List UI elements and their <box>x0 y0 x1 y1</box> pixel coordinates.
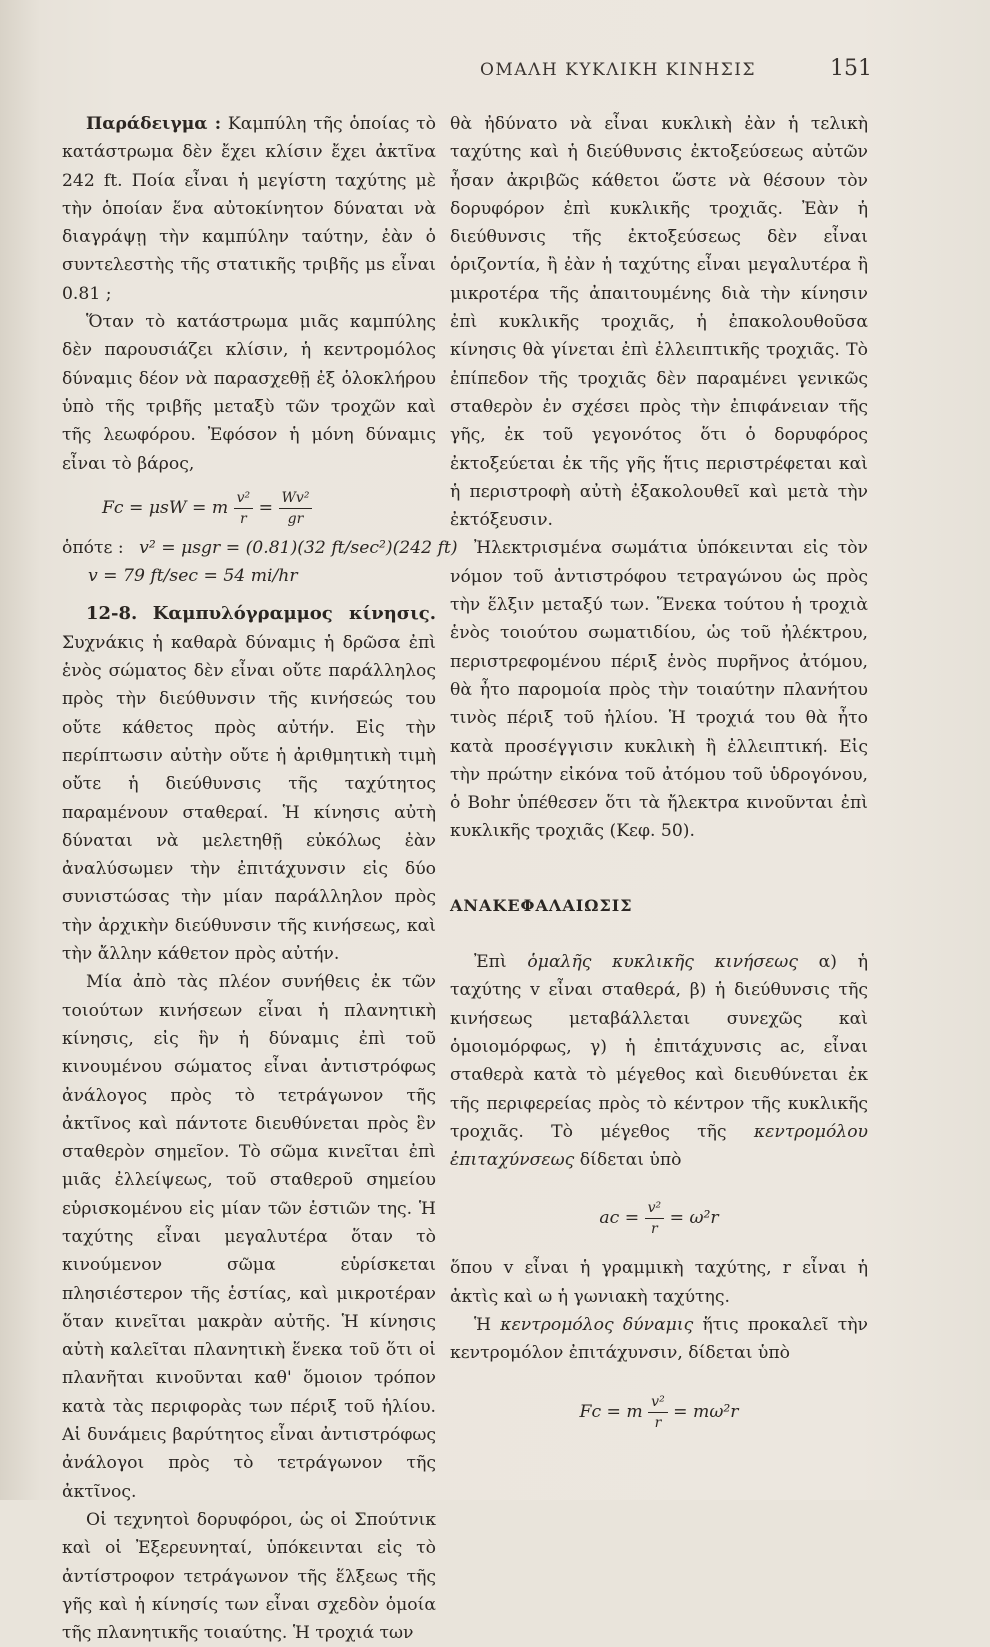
summary-text-b: α) ἡ ταχύτης v εἶναι σταθερά, β) ἡ διεύθυνσις τῆς κινήσεως μεταβάλλεται συνεχῶς καὶ ὁμοιομόρφως, γ) ἡ ἐπιτάχυνσις ac, εἶναι σταθερὰ κατὰ τὸ μέγεθος καὶ διευθύνεται ἐκ τῆς περιφερείας πρὸς τὸ κέντρον τῆς κυκλικῆς τροχιᾶς. Τὸ μέγεθος τῆς <box>450 952 868 1142</box>
fraction-numerator: v² <box>645 1198 665 1219</box>
page-number: 151 <box>830 56 872 81</box>
running-head: ΟΜΑΛΗ ΚΥΚΛΙΚΗ ΚΙΝΗΣΙΣ <box>480 60 757 80</box>
formula-centripetal-acceleration <box>450 1182 868 1246</box>
equation-friction-force <box>62 478 436 534</box>
right-column <box>450 110 868 1448</box>
summary-p3-text-b: ἥτις προκαλεῖ τὴν κεντρομόλον ἐπιτάχυνσιν, δίδεται ὑπὸ <box>450 1314 868 1364</box>
summary-text-a: Ἐπὶ <box>474 952 528 973</box>
summary-heading: ΑΝΑΚΕΦΑΛΑΙΩΣΙΣ <box>450 895 633 915</box>
fraction-numerator: v² <box>234 488 254 509</box>
summary-p3-text-a: Ἡ <box>474 1314 501 1335</box>
example-paragraph <box>62 110 436 308</box>
section-heading-paragraph <box>62 600 436 968</box>
summary-text-c: δίδεται ὑπὸ <box>574 1150 682 1171</box>
page-header <box>440 56 880 86</box>
paragraph-satellites: Οἱ τεχνητοὶ δορυφόροι, ὡς οἱ Σπούτνικ καὶ οἱ Ἐξερευνηταί, ὑπόκεινται εἰς τὸ ἀντίστροφον τετράγωνον τῆς ἕλξεως τῆς γῆς καὶ ἡ κίνησίς των εἶναι σχεδὸν ὁμοία τῆς πλανητικῆς τοιαύτης. Ἡ τροχιά των <box>62 1509 436 1644</box>
paragraph-charged-particles: Ἠλεκτρισμένα σωμάτια ὑπόκεινται εἰς τὸν νόμον τοῦ ἀντιστρόφου τετραγώνου ὡς πρὸς τὴν ἕλξιν μεταξύ των. Ἕνεκα τούτου ἡ τροχιὰ ἑνὸς τοιούτου σωματιδίου, ὡς τοῦ ἠλέκτρου, περιστρεφομένου πέριξ ἑνὸς πυρῆνος ἀτόμου, θὰ ἦτο παρομοία πρὸς τὴν τοιαύτην πλανήτου τινὸς πέριξ τοῦ ἡλίου. Ἡ τροχιά του θὰ ἦτο κατὰ προσέγγισιν κυκλικὴ ἢ ἐλλειπτική. Εἰς τὴν πρώτην εἰκόνα τοῦ ἀτόμου τοῦ ὑδρογόνου, ὁ Bohr ὑπέθεσεν ὅτι τὰ ἤλεκτρα κινοῦνται ἐπὶ κυκλικῆς τροχιᾶς (Κεφ. 50). <box>450 538 868 842</box>
example-label: Παράδειγμα : <box>86 114 222 134</box>
equation-1-fraction-2 <box>279 488 313 529</box>
fraction-denominator: r <box>654 1414 662 1431</box>
formula-2-fraction <box>648 1392 668 1433</box>
left-column <box>62 110 458 1647</box>
formula-1-fraction <box>645 1198 665 1239</box>
summary-term-centripetal-force: κεντρομόλος δύναμις <box>500 1314 694 1335</box>
fraction-denominator: gr <box>287 510 304 527</box>
fraction-numerator: Wv² <box>279 488 313 509</box>
section-text: Συχνάκις ἡ καθαρὰ δύναμις ἡ δρῶσα ἐπὶ ἑνὸς σώματος δὲν εἶναι οὔτε παράλληλος πρὸς τὴν διεύθυνσιν τῆς κινήσεώς του οὔτε κάθετος πρὸς αὐτήν. Εἰς τὴν περίπτωσιν αὐτὴν οὔτε ἡ ἀριθμητικὴ τιμὴ οὔτε ἡ διεύθυνσις τῆς ταχύτητος παραμένουν σταθεραί. Ἡ κίνησις αὐτὴ δύναται νὰ μελετηθῇ εὐκόλως ἐὰν ἀναλύσωμεν τὴν ἐπιτάχυνσιν εἰς δύο συνιστώσας τὴν μίαν παράλληλον πρὸς τὴν ἀρχικὴν διεύθυνσιν τῆς κινήσεως, καὶ τὴν ἄλλην κάθετον πρὸς αὐτήν. <box>62 632 436 965</box>
summary-term-centripetal-acceleration: κεντρομόλου ἐπιταχύνσεως <box>450 1121 868 1171</box>
formula-1-left: ac = <box>599 1208 645 1229</box>
formula-1-right: = ω²r <box>669 1208 719 1229</box>
paragraph-unbanked-curve: Ὅταν τὸ κατάστρωμα μιᾶς καμπύλης δὲν παρουσιάζει κλίσιν, ἡ κεντρομόλος δύναμις δέον νὰ παρασχεθῇ ἐξ ὁλοκλήρου ὑπὸ τῆς τριβῆς μεταξὺ τῶν τροχῶν καὶ τῆς λεωφόρου. Ἐφόσον ἡ μόνη δύναμις εἶναι τὸ βάρος, <box>62 312 436 474</box>
equation-2: v² = μsgr = (0.81)(32 ft/sec²)(242 ft) <box>139 537 458 558</box>
formula-2-right: = mω²r <box>673 1401 739 1422</box>
equation-2-label: ὁπότε : <box>62 537 124 558</box>
section-number: 12-8. <box>86 603 138 625</box>
summary-term-uniform-circular-motion: ὁμαλῆς κυκλικῆς κινήσεως <box>527 952 798 973</box>
formula-centripetal-force <box>450 1376 868 1440</box>
paragraph-planetary-motion: Μία ἀπὸ τὰς πλέον συνήθεις ἐκ τῶν τοιούτων κινήσεων εἶναι ἡ πλανητικὴ κίνησις, εἰς ἣν ἡ δύναμις ἐπὶ τοῦ κινουμένου σώματος εἶναι ἀντιστρόφως ἀνάλογος πρὸς τὸ τετράγωνον τῆς ἀκτῖνος καὶ πάντοτε διευθύνεται πρὸς ἓν σταθερὸν σημεῖον. Τὸ σῶμα κινεῖται ἐπὶ μιᾶς ἐλλείψεως, τοῦ σταθεροῦ σημείου εὑρισκομένου εἰς μίαν τῶν ἑστιῶν της. Ἡ ταχύτης εἶναι μεγαλυτέρα ὅταν τὸ κινούμενον σῶμα εὑρίσκεται πλησιέστερον τῆς ἑστίας, καὶ μικροτέραν ὅταν κινεῖται μακρὰν αὐτῆς. Ἡ κίνησις αὐτὴ καλεῖται πλανητικὴ ἕνεκα τοῦ ὅτι οἱ πλανῆται κινοῦνται καθ' ὅμοιον τρόπον κατὰ τὰς περιφορὰς των πέριξ τοῦ ἡλίου. Αἱ δυνάμεις βαρύτητος εἶναι ἀντιστρόφως ἀνάλογοι πρὸς τὸ τετράγωνον τῆς ἀκτῖνος. <box>62 972 436 1502</box>
fraction-numerator: v² <box>648 1392 668 1413</box>
example-text: Καμπύλη τῆς ὁποίας τὸ κατάστρωμα δὲν ἔχει κλίσιν ἔχει ἀκτῖνα 242 ft. Ποία εἶναι ἡ μεγίστη ταχύτης μὲ τὴν ὁποίαν ἕνα αὐτοκίνητον δύναται νὰ διαγράψῃ τὴν καμπύλην ταύτην, ἐὰν ὁ συντελεστὴς τῆς στατικῆς τριβῆς μs εἶναι 0.81 ; <box>62 114 436 304</box>
fraction-denominator: r <box>240 510 247 527</box>
equation-1-fraction-1 <box>234 488 254 529</box>
section-title: Καμπυλόγραμμος κίνησις. <box>152 603 437 625</box>
formula-2-left: Fc = m <box>579 1401 643 1422</box>
summary-paragraph-1 <box>450 948 868 1174</box>
equation-3: v = 79 ft/sec = 54 mi/hr <box>88 566 298 587</box>
summary-paragraph-2: ὅπου v εἶναι ἡ γραμμικὴ ταχύτης, r εἶναι ἡ ἀκτὶς καὶ ω ἡ γωνιακὴ ταχύτης. <box>450 1258 868 1307</box>
equation-1-left: Fc = μsW = m <box>102 497 229 518</box>
equation-2-line <box>62 534 458 562</box>
fraction-denominator: r <box>651 1221 658 1238</box>
summary-paragraph-3 <box>450 1311 868 1368</box>
paragraph-satellite-orbit: θὰ ἠδύνατο νὰ εἶναι κυκλικὴ ἐὰν ἡ τελικὴ ταχύτης καὶ ἡ διεύθυνσις ἐκτοξεύσεως αὐτῶν ἦσαν ἀκριβῶς κάθετοι ὥστε νὰ θέσουν τὸν δορυφόρον ἐπὶ κυκλικῆς τροχιᾶς. Ἐὰν ἡ διεύθυνσις τῆς ἐκτοξεύσεως δὲν εἶναι ὁριζοντία, ἢ ἐὰν ἡ ταχύτης εἶναι μεγαλυτέρα ἢ μικροτέρα τῆς ἀπαιτουμένης διὰ τὴν κίνησιν ἐπὶ κυκλικῆς τροχιᾶς, ἡ ἐπακολουθοῦσα κίνησις θὰ γίνεται ἐπὶ ἐλλειπτικῆς τροχιᾶς. Τὸ ἐπίπεδον τῆς τροχιᾶς δὲν παραμένει γενικῶς σταθερὸν ἐν σχέσει πρὸς τὴν ἐπιφάνειαν τῆς γῆς, ἐκ τοῦ γεγονότος ὅτι ὁ δορυφόρος ἐκτοξεύεται ἐκ τῆς γῆς ἥτις περιστρέφεται καὶ ἡ περιστροφὴ αὐτὴ ἐξακολουθεῖ καὶ μετὰ τὴν ἐκτόξευσιν. <box>450 114 868 531</box>
equation-1-equals: = <box>258 497 279 518</box>
